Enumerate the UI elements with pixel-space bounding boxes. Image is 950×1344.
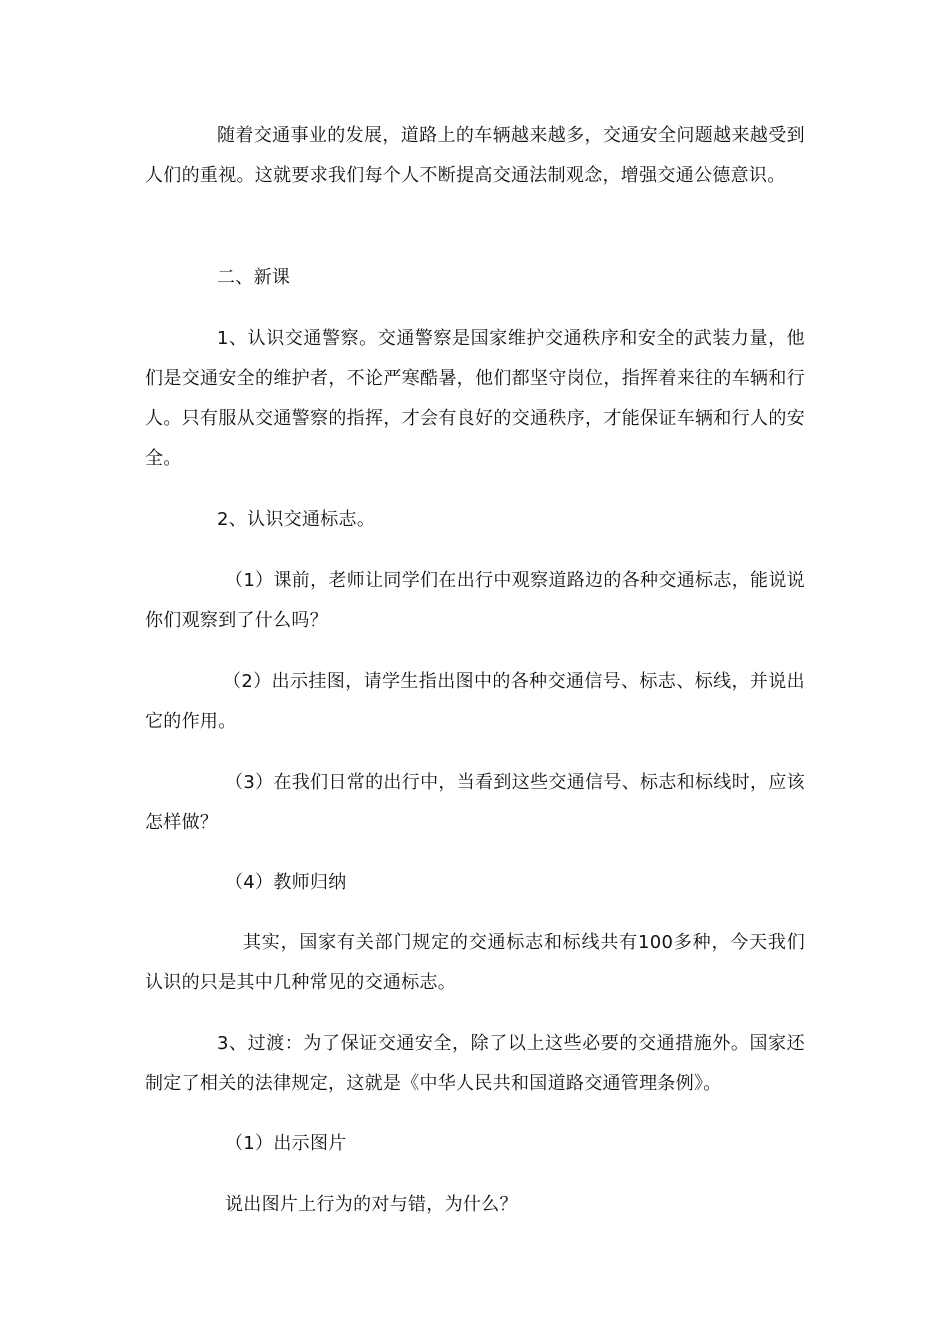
paragraph-transition: 3、过渡：为了保证交通安全，除了以上这些必要的交通措施外。国家还制定了相关的法律规定，这就是《中华人民共和国道路交通管理条例》。 [145,1033,805,1094]
paragraph-show-picture: （1）出示图片 [225,1133,347,1154]
paragraph-item-1: （1）课前，老师让同学们在出行中观察道路边的各种交通标志，能说说你们观察到了什么吗？ [145,570,805,631]
paragraph-question: 说出图片上行为的对与错，为什么？ [225,1194,518,1215]
paragraph-intro: 随着交通事业的发展，道路上的车辆越来越多，交通安全问题越来越受到人们的重视。这就要求我们每个人不断提高交通法制观念，增强交通公德意识。 [145,125,805,186]
paragraph-item-4: （4）教师归纳 [225,872,347,893]
paragraph-item-3: （3）在我们日常的出行中，当看到这些交通信号、标志和标线时，应该怎样做？ [145,772,805,833]
paragraph-item-2: （2）出示挂图，请学生指出图中的各种交通信号、标志、标线，并说出它的作用。 [145,671,805,732]
paragraph-traffic-signs: 2、认识交通标志。 [217,509,376,530]
paragraph-summary: 其实，国家有关部门规定的交通标志和标线共有100多种，今天我们认识的只是其中几种常见的交通标志。 [145,932,805,993]
heading-new-lesson: 二、新课 [217,267,291,288]
paragraph-traffic-police: 1、认识交通警察。交通警察是国家维护交通秩序和安全的武装力量，他们是交通安全的维护者，不论严寒酷暑，他们都坚守岗位，指挥着来往的车辆和行人。只有服从交通警察的指挥，才会有良好的交通秩序，才能保证车辆和行人的安全。 [145,328,805,469]
